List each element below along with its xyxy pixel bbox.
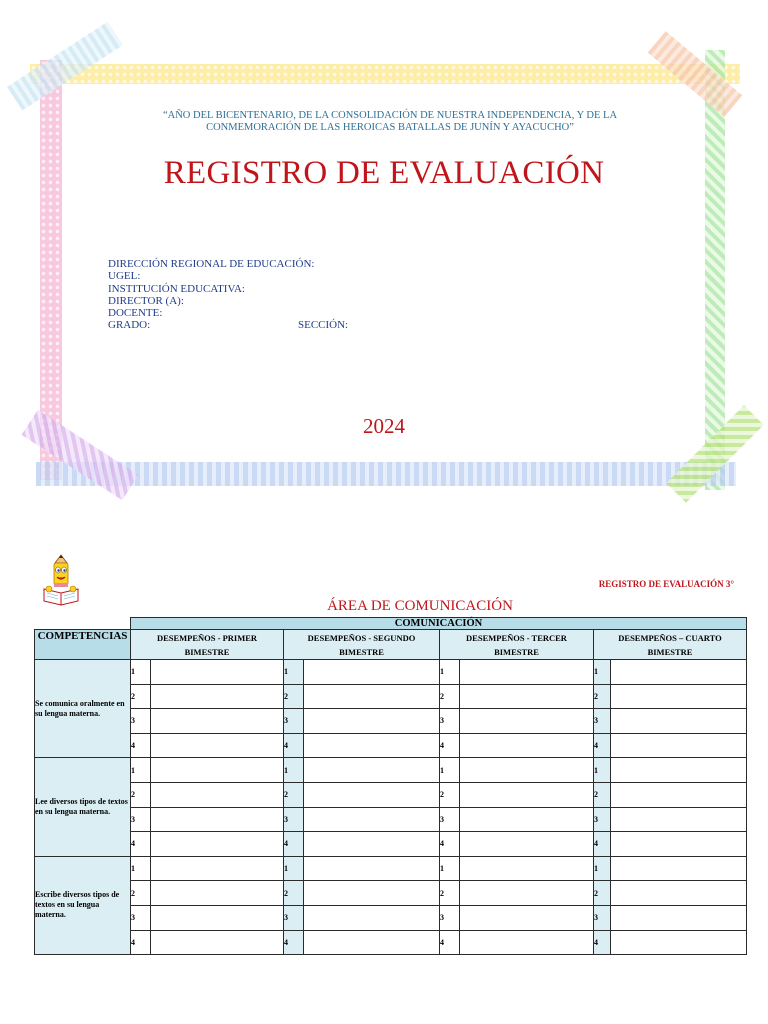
desempeno-entry-cell[interactable] bbox=[611, 856, 747, 881]
desempeno-number: 3 bbox=[131, 807, 151, 832]
bimestre-header-2-line1: DESEMPEÑOS - SEGUNDO bbox=[307, 632, 416, 643]
desempeno-entry-cell[interactable] bbox=[151, 709, 284, 734]
desempeno-number: 4 bbox=[594, 930, 611, 955]
desempeno-number: 2 bbox=[440, 684, 460, 709]
desempeno-number: 2 bbox=[131, 782, 151, 807]
desempeno-number: 3 bbox=[440, 807, 460, 832]
desempeno-number: 1 bbox=[594, 758, 611, 783]
area-title: ÁREA DE COMUNICACIÓN bbox=[327, 598, 513, 614]
desempeno-entry-cell[interactable] bbox=[304, 684, 440, 709]
desempeno-entry-cell[interactable] bbox=[304, 905, 440, 930]
desempeno-entry-cell[interactable] bbox=[460, 733, 594, 758]
competencias-header: COMPETENCIAS bbox=[35, 630, 131, 660]
desempeno-number: 4 bbox=[594, 832, 611, 857]
desempeno-entry-cell[interactable] bbox=[460, 660, 594, 685]
evaluation-table bbox=[34, 617, 747, 955]
desempeno-entry-cell[interactable] bbox=[151, 881, 284, 906]
desempeno-entry-cell[interactable] bbox=[611, 758, 747, 783]
table-row bbox=[35, 733, 747, 758]
field-director: DIRECTOR (A): bbox=[108, 294, 184, 307]
cover-title: REGISTRO DE EVALUACIÓN bbox=[163, 155, 605, 191]
field-grado-row bbox=[108, 319, 349, 332]
table-row bbox=[35, 807, 747, 832]
table-row bbox=[35, 709, 747, 734]
bimestre-header-4 bbox=[594, 630, 747, 660]
desempeno-entry-cell[interactable] bbox=[611, 832, 747, 857]
desempeno-number: 2 bbox=[440, 881, 460, 906]
table-row bbox=[35, 758, 747, 783]
desempeno-number: 1 bbox=[440, 758, 460, 783]
competencia-cell: Se comunica oralmente en su lengua materna. bbox=[35, 660, 131, 758]
desempeno-entry-cell[interactable] bbox=[304, 660, 440, 685]
desempeno-entry-cell[interactable] bbox=[304, 832, 440, 857]
desempeno-number: 2 bbox=[594, 881, 611, 906]
table-row bbox=[35, 930, 747, 955]
desempeno-entry-cell[interactable] bbox=[151, 684, 284, 709]
desempeno-entry-cell[interactable] bbox=[460, 684, 594, 709]
desempeno-number: 1 bbox=[594, 660, 611, 685]
desempeno-number: 4 bbox=[284, 930, 304, 955]
desempeno-entry-cell[interactable] bbox=[460, 856, 594, 881]
motto-line-1: “AÑO DEL BICENTENARIO, DE LA CONSOLIDACIÓN DE NUESTRA INDEPENDENCIA, Y DE LA bbox=[162, 110, 618, 121]
bimestre-header-4-line2: BIMESTRE bbox=[647, 646, 693, 657]
desempeno-entry-cell[interactable] bbox=[611, 905, 747, 930]
desempeno-number: 4 bbox=[131, 733, 151, 758]
desempeno-number: 4 bbox=[440, 930, 460, 955]
desempeno-entry-cell[interactable] bbox=[151, 930, 284, 955]
desempeno-entry-cell[interactable] bbox=[460, 930, 594, 955]
area-header: COMUNICACIÓN bbox=[131, 618, 747, 630]
bimestre-header-2-line2: BIMESTRE bbox=[339, 646, 384, 657]
desempeno-entry-cell[interactable] bbox=[304, 758, 440, 783]
desempeno-number: 2 bbox=[131, 881, 151, 906]
desempeno-number: 1 bbox=[284, 856, 304, 881]
bimestre-header-3-line2: BIMESTRE bbox=[494, 646, 539, 657]
desempeno-entry-cell[interactable] bbox=[151, 832, 284, 857]
bimestre-header-1-line2: BIMESTRE bbox=[184, 646, 230, 657]
bimestre-header-1-line1: DESEMPEÑOS - PRIMER bbox=[156, 632, 258, 643]
desempeno-number: 2 bbox=[440, 782, 460, 807]
desempeno-entry-cell[interactable] bbox=[460, 758, 594, 783]
bimestre-header-3 bbox=[440, 630, 594, 660]
desempeno-number: 3 bbox=[440, 905, 460, 930]
table-row bbox=[35, 881, 747, 906]
desempeno-entry-cell[interactable] bbox=[611, 881, 747, 906]
desempeno-entry-cell[interactable] bbox=[304, 733, 440, 758]
desempeno-entry-cell[interactable] bbox=[151, 758, 284, 783]
desempeno-entry-cell[interactable] bbox=[151, 807, 284, 832]
desempeno-number: 3 bbox=[131, 709, 151, 734]
field-ugel: UGEL: bbox=[108, 270, 141, 283]
desempeno-number: 3 bbox=[131, 905, 151, 930]
desempeno-entry-cell[interactable] bbox=[151, 782, 284, 807]
desempeno-entry-cell[interactable] bbox=[611, 709, 747, 734]
field-seccion: SECCIÓN: bbox=[298, 319, 349, 332]
desempeno-number: 2 bbox=[284, 881, 304, 906]
desempeno-entry-cell[interactable] bbox=[304, 881, 440, 906]
desempeno-entry-cell[interactable] bbox=[611, 733, 747, 758]
desempeno-entry-cell[interactable] bbox=[304, 782, 440, 807]
desempeno-entry-cell[interactable] bbox=[460, 709, 594, 734]
desempeno-number: 3 bbox=[284, 807, 304, 832]
desempeno-number: 1 bbox=[131, 660, 151, 685]
desempeno-number: 3 bbox=[440, 709, 460, 734]
desempeno-entry-cell[interactable] bbox=[304, 807, 440, 832]
desempeno-entry-cell[interactable] bbox=[304, 930, 440, 955]
desempeno-entry-cell[interactable] bbox=[460, 905, 594, 930]
table-row bbox=[35, 684, 747, 709]
desempeno-number: 1 bbox=[440, 660, 460, 685]
bimestre-header-3-line1: DESEMPEÑOS - TERCER bbox=[466, 632, 567, 643]
cover-year: 2024 bbox=[363, 414, 405, 438]
desempeno-entry-cell[interactable] bbox=[460, 881, 594, 906]
desempeno-number: 1 bbox=[284, 758, 304, 783]
desempeno-entry-cell[interactable] bbox=[151, 660, 284, 685]
desempeno-entry-cell[interactable] bbox=[151, 905, 284, 930]
motto-line-2: CONMEMORACIÓN DE LAS HEROICAS BATALLAS DE JUNÍN Y AYACUCHO” bbox=[206, 122, 574, 133]
desempeno-entry-cell[interactable] bbox=[460, 807, 594, 832]
desempeno-entry-cell[interactable] bbox=[611, 782, 747, 807]
desempeno-number: 3 bbox=[284, 905, 304, 930]
page-tag: REGISTRO DE EVALUACIÓN 3° bbox=[598, 579, 734, 589]
table-row bbox=[35, 832, 747, 857]
desempeno-number: 4 bbox=[284, 733, 304, 758]
cover-fields bbox=[108, 258, 349, 332]
bimestre-header-1 bbox=[131, 630, 284, 660]
bimestre-header-2 bbox=[284, 630, 440, 660]
desempeno-number: 4 bbox=[284, 832, 304, 857]
desempeno-number: 2 bbox=[284, 684, 304, 709]
year-motto bbox=[120, 110, 660, 134]
desempeno-number: 3 bbox=[594, 709, 611, 734]
desempeno-number: 2 bbox=[284, 782, 304, 807]
desempeno-entry-cell[interactable] bbox=[611, 930, 747, 955]
field-grado: GRADO: bbox=[108, 319, 151, 332]
desempeno-entry-cell[interactable] bbox=[460, 832, 594, 857]
desempeno-number: 2 bbox=[594, 782, 611, 807]
table-row bbox=[35, 782, 747, 807]
table-row bbox=[35, 660, 747, 685]
field-institucion: INSTITUCIÓN EDUCATIVA: bbox=[108, 282, 245, 295]
desempeno-entry-cell[interactable] bbox=[304, 856, 440, 881]
desempeno-number: 2 bbox=[594, 684, 611, 709]
competencia-cell: Lee diversos tipos de textos en su lengua materna. bbox=[35, 758, 131, 856]
desempeno-number: 1 bbox=[594, 856, 611, 881]
desempeno-number: 1 bbox=[131, 856, 151, 881]
desempeno-number: 4 bbox=[440, 832, 460, 857]
bimestre-header-4-line1: DESEMPEÑOS – CUARTO bbox=[618, 632, 722, 643]
desempeno-number: 3 bbox=[594, 807, 611, 832]
washi-tape-bottom bbox=[36, 462, 736, 486]
desempeno-number: 3 bbox=[594, 905, 611, 930]
competencia-cell: Escribe diversos tipos de textos en su lengua materna. bbox=[35, 856, 131, 954]
desempeno-number: 4 bbox=[131, 832, 151, 857]
desempeno-number: 4 bbox=[440, 733, 460, 758]
desempeno-number: 2 bbox=[131, 684, 151, 709]
desempeno-entry-cell[interactable] bbox=[304, 709, 440, 734]
desempeno-number: 1 bbox=[440, 856, 460, 881]
table-row bbox=[35, 856, 747, 881]
field-direccion-regional: DIRECCIÓN REGIONAL DE EDUCACIÓN: bbox=[108, 258, 315, 270]
desempeno-entry-cell[interactable] bbox=[151, 856, 284, 881]
desempeno-entry-cell[interactable] bbox=[611, 807, 747, 832]
desempeno-number: 1 bbox=[284, 660, 304, 685]
desempeno-number: 3 bbox=[284, 709, 304, 734]
desempeno-entry-cell[interactable] bbox=[611, 660, 747, 685]
desempeno-number: 1 bbox=[131, 758, 151, 783]
desempeno-entry-cell[interactable] bbox=[611, 684, 747, 709]
field-docente: DOCENTE: bbox=[108, 307, 163, 320]
header-blank bbox=[35, 618, 131, 630]
desempeno-number: 4 bbox=[594, 733, 611, 758]
desempeno-number: 4 bbox=[131, 930, 151, 955]
desempeno-entry-cell[interactable] bbox=[460, 782, 594, 807]
table-row bbox=[35, 905, 747, 930]
desempeno-entry-cell[interactable] bbox=[151, 733, 284, 758]
washi-tape-top bbox=[30, 64, 740, 84]
